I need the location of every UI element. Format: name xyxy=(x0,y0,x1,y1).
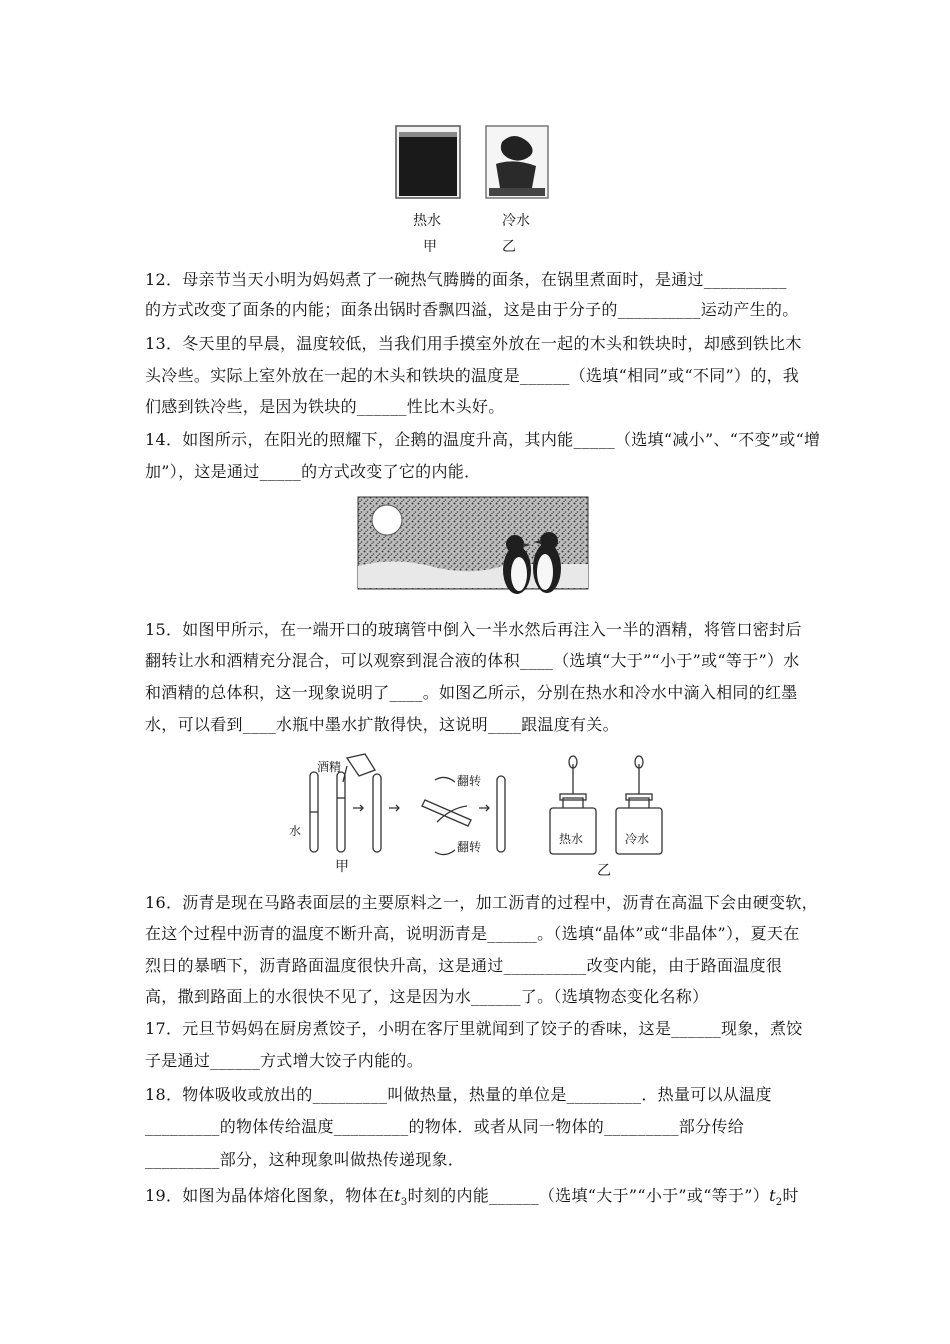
q14-line-1: 14．如图所示，在阳光的照耀下，企鹅的温度升高，其内能_____（选填“减小”、“不变”或“增 xyxy=(145,430,821,449)
q15-line-4: 水，可以看到____水瓶中墨水扩散得快，这说明____跟温度有关。 xyxy=(145,715,619,734)
q19-part2: 时刻的内能______（选填“大于”“小于”或“等于”） xyxy=(407,1186,770,1205)
caption-jia: 甲 xyxy=(423,239,437,255)
q19-t3-var: t xyxy=(394,1186,401,1205)
q17-line-1: 17．元旦节妈妈在厨房煮饺子，小明在客厅里就闻到了饺子的香味，这是______现象，煮饺 xyxy=(145,1019,803,1038)
label-bottle-cold: 冷水 xyxy=(625,832,650,846)
label-bottle-hot: 热水 xyxy=(559,832,584,846)
q13-line-3: 们感到铁冷些，是因为铁块的______性比木头好。 xyxy=(145,397,505,416)
q19-line-1 xyxy=(145,1186,813,1213)
q19-t2-var: t xyxy=(769,1186,776,1205)
q18-line-3: _________部分，这种现象叫做热传递现象． xyxy=(145,1150,465,1169)
caption-yi: 乙 xyxy=(502,239,516,255)
label-water: 水 xyxy=(289,824,302,838)
figure-mixing-and-diffusion xyxy=(285,752,675,880)
q13-line-2: 头冷些。实际上室外放在一起的木头和铁块的温度是______（选填“相同”或“不同”）的，我 xyxy=(145,366,800,385)
q17-line-2: 子是通过______方式增大饺子内能的。 xyxy=(145,1051,424,1070)
q16-line-4: 高，撒到路面上的水很快不见了，这是因为水______了。（选填物态变化名称） xyxy=(145,987,709,1006)
figure-penguins xyxy=(357,496,589,598)
label-flip-bottom: 翻转 xyxy=(457,840,482,854)
beaker-illustration xyxy=(390,122,560,257)
label-alcohol: 酒精 xyxy=(317,760,342,774)
q19-part3: 时 xyxy=(782,1186,799,1205)
q15-line-1: 15．如图甲所示，在一端开口的玻璃管中倒入一半水然后再注入一半的酒精，将管口密封后 xyxy=(145,620,802,639)
caption-fig3-jia: 甲 xyxy=(335,859,349,875)
q15-line-3: 和酒精的总体积，这一现象说明了____。如图乙所示，分别在热水和冷水中滴入相同的红墨 xyxy=(145,683,798,702)
label-cold-water: 冷水 xyxy=(502,213,530,229)
q16-line-1: 16．沥青是现在马路表面层的主要原料之一，加工沥青的过程中，沥青在高温下会由硬变软， xyxy=(145,893,818,912)
penguin-right xyxy=(533,532,561,593)
q12-line-1: 12．母亲节当天小明为妈妈煮了一碗热气腾腾的面条，在锅里煮面时，是通过__________ xyxy=(145,270,787,289)
label-hot-water: 热水 xyxy=(413,213,441,229)
q18-line-2: _________的物体传给温度_________的物体．或者从同一物体的_________部分传给 xyxy=(145,1117,745,1136)
q15-line-2: 翻转让水和酒精充分混合，可以观察到混合液的体积____（选填“大于”“小于”或“等于”）水 xyxy=(145,651,800,670)
q18-line-1: 18．物体吸收或放出的_________叫做热量，热量的单位是_________．热量可以从温度 xyxy=(145,1085,772,1104)
q19-part1: 19．如图为晶体熔化图象，物体在 xyxy=(145,1186,395,1205)
q16-line-2: 在这个过程中沥青的温度不断升高，说明沥青是______。（选填“晶体”或“非晶体”），夏天在 xyxy=(145,924,800,943)
penguin-illustration xyxy=(357,496,589,598)
q12-line-2: 的方式改变了面条的内能；面条出锅时香飘四溢，这是由于分子的__________运动产生的。 xyxy=(145,300,799,319)
q16-line-3: 烈日的暴晒下，沥青路面温度很快升高，这是通过__________改变内能，由于路面温度很 xyxy=(145,956,783,975)
q19-t2-sub: 2 xyxy=(775,1197,783,1209)
q13-line-1: 13．冬天里的早晨，温度较低，当我们用手摸室外放在一起的木头和铁块时，却感到铁比木 xyxy=(145,334,802,353)
caption-fig3-yi: 乙 xyxy=(597,863,611,879)
q19-t3-sub: 3 xyxy=(400,1197,408,1209)
label-flip-top: 翻转 xyxy=(457,774,482,788)
q14-line-2: 加”），这是通过_____的方式改变了它的内能． xyxy=(145,462,481,481)
figure-beakers xyxy=(390,122,560,257)
